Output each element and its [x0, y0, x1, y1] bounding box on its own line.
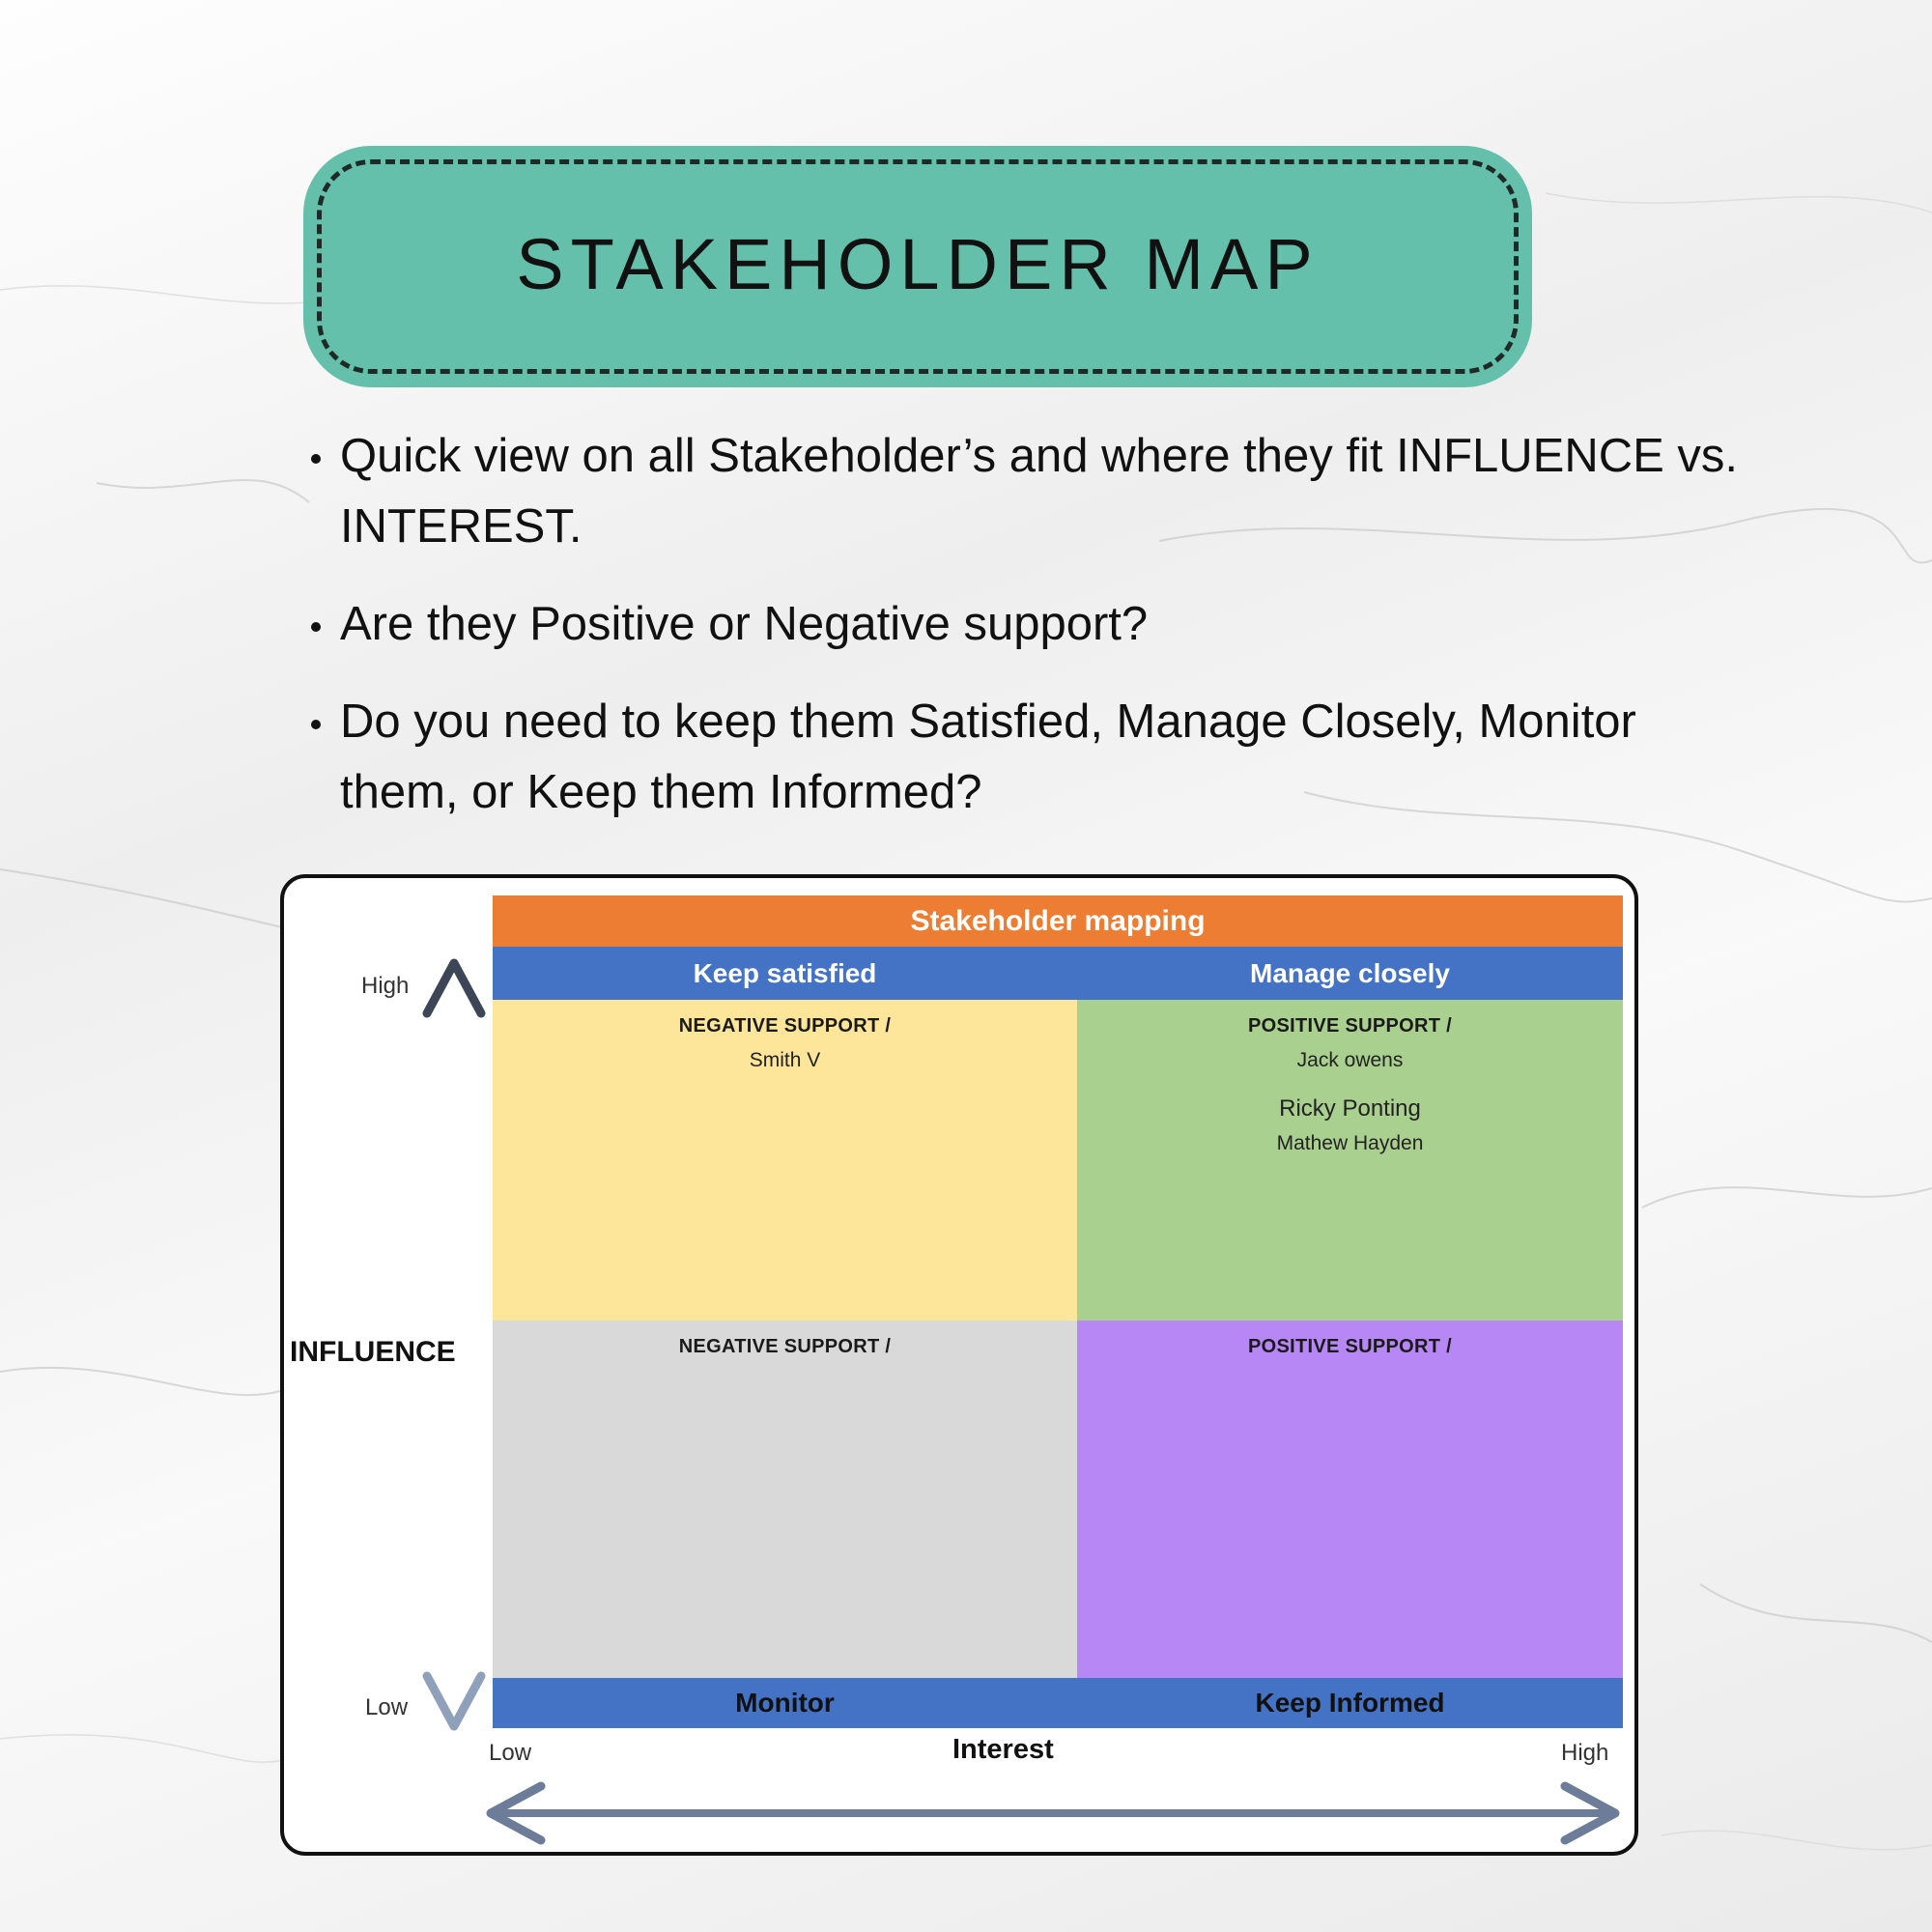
bullet-text: Do you need to keep them Satisfied, Manage Closely, Monitor them, or Keep them Informed? — [340, 696, 1636, 818]
title-banner — [303, 146, 1532, 387]
page-title: STAKEHOLDER MAP — [516, 223, 1320, 304]
bullet-list — [307, 421, 1747, 855]
stakeholder-map-card — [280, 874, 1638, 1856]
bullet-text: Quick view on all Stakeholder’s and where they fit INFLUENCE vs. INTEREST. — [340, 430, 1739, 553]
bullet-item — [307, 687, 1747, 828]
x-axis-high-label: High — [1561, 1740, 1609, 1766]
band-manage-closely: Manage closely — [1077, 947, 1623, 1000]
y-axis-low-label: Low — [365, 1694, 409, 1720]
quadrant-heading: POSITIVE SUPPORT / — [1248, 1015, 1452, 1037]
bullet-item — [307, 421, 1747, 562]
quadrant-heading: NEGATIVE SUPPORT / — [678, 1336, 892, 1357]
axis-arrows — [284, 878, 1642, 1860]
stakeholder-name: Smith V — [749, 1049, 821, 1071]
band-monitor: Monitor — [493, 1678, 1077, 1728]
band-keep-satisfied: Keep satisfied — [493, 947, 1077, 1000]
y-axis-high-label: High — [361, 973, 410, 999]
quadrant-heading: POSITIVE SUPPORT / — [1248, 1336, 1452, 1357]
quadrant-heading: NEGATIVE SUPPORT / — [678, 1015, 892, 1037]
x-axis-low-label: Low — [489, 1740, 532, 1766]
band-keep-informed: Keep Informed — [1077, 1678, 1623, 1728]
map-header: Stakeholder mapping — [493, 895, 1623, 947]
bullet-dot-icon — [311, 622, 321, 632]
bullet-item — [307, 589, 1747, 660]
bullet-text: Are they Positive or Negative support? — [340, 598, 1149, 650]
bullet-dot-icon — [311, 720, 321, 729]
x-axis-label: Interest — [952, 1734, 1054, 1765]
stakeholder-name: Ricky Ponting — [1279, 1095, 1421, 1122]
bullet-dot-icon — [311, 454, 321, 464]
stakeholder-name: Jack owens — [1296, 1049, 1404, 1071]
interest-arrow-icon — [491, 1786, 1615, 1840]
stakeholder-name: Mathew Hayden — [1276, 1132, 1424, 1154]
y-axis-label: INFLUENCE — [290, 1336, 456, 1368]
